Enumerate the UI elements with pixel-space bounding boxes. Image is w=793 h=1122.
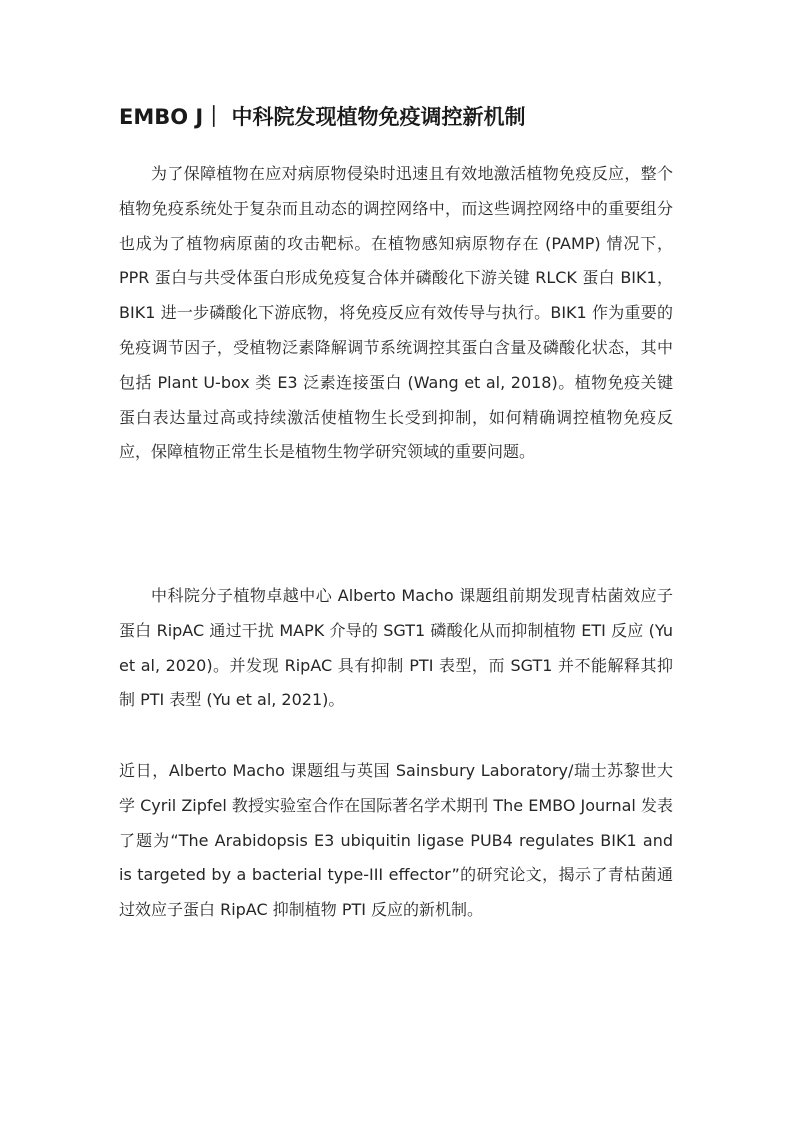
page-title: EMBO J｜ 中科院发现植物免疫调控新机制 bbox=[119, 105, 526, 129]
paragraph-background: 为了保障植物在应对病原物侵染时迅速且有效地激活植物免疫反应，整个植物免疫系统处于复杂而且动态的调控网络中，而这些调控网络中的重要组分也成为了植物病原菌的攻击靶标。在植物感知病原物存在 (PAMP) 情况下，PPR 蛋白与共受体蛋白形成免疫复合体并磷酸化下游关键 RLCK 蛋白 BIK1，BIK1 进一步磷酸化下游底物，将免疫反应有效传导与执行。BIK1 作为重要的免疫调节因子，受植物泛素降解调节系统调控其蛋白含量及磷酸化状态，其中包括 Plant U-box 类 E3 泛素连接蛋白 (Wang et al, 2018)。植物免疫关键蛋白表达量过高或持续激活使植物生长受到抑制，如何精确调控植物免疫反应，保障植物正常生长是植物生物学研究领域的重要问题。 bbox=[119, 164, 673, 462]
paragraph-prior-work: 中科院分子植物卓越中心 Alberto Macho 课题组前期发现青枯菌效应子蛋白 RipAC 通过干扰 MAPK 介导的 SGT1 磷酸化从而抑制植物 ETI 反应 (Yu et al, 2020)。并发现 RipAC 具有抑制 PTI 表型，而 SGT1 并不能解释其抑制 PTI 表型 (Yu et al, 2021)。 bbox=[119, 586, 673, 710]
paragraph-new-findings: 近日，Alberto Macho 课题组与英国 Sainsbury Laboratory/瑞士苏黎世大学 Cyril Zipfel 教授实验室合作在国际著名学术期刊 The EMBO Journal 发表了题为“The Arabidopsis E3 ubiquitin ligase PUB4 regulates BIK1 and is targeted by a bacterial type-III effector”的研究论文，揭示了青枯菌通过效应子蛋白 RipAC 抑制植物 PTI 反应的新机制。 bbox=[119, 761, 673, 920]
